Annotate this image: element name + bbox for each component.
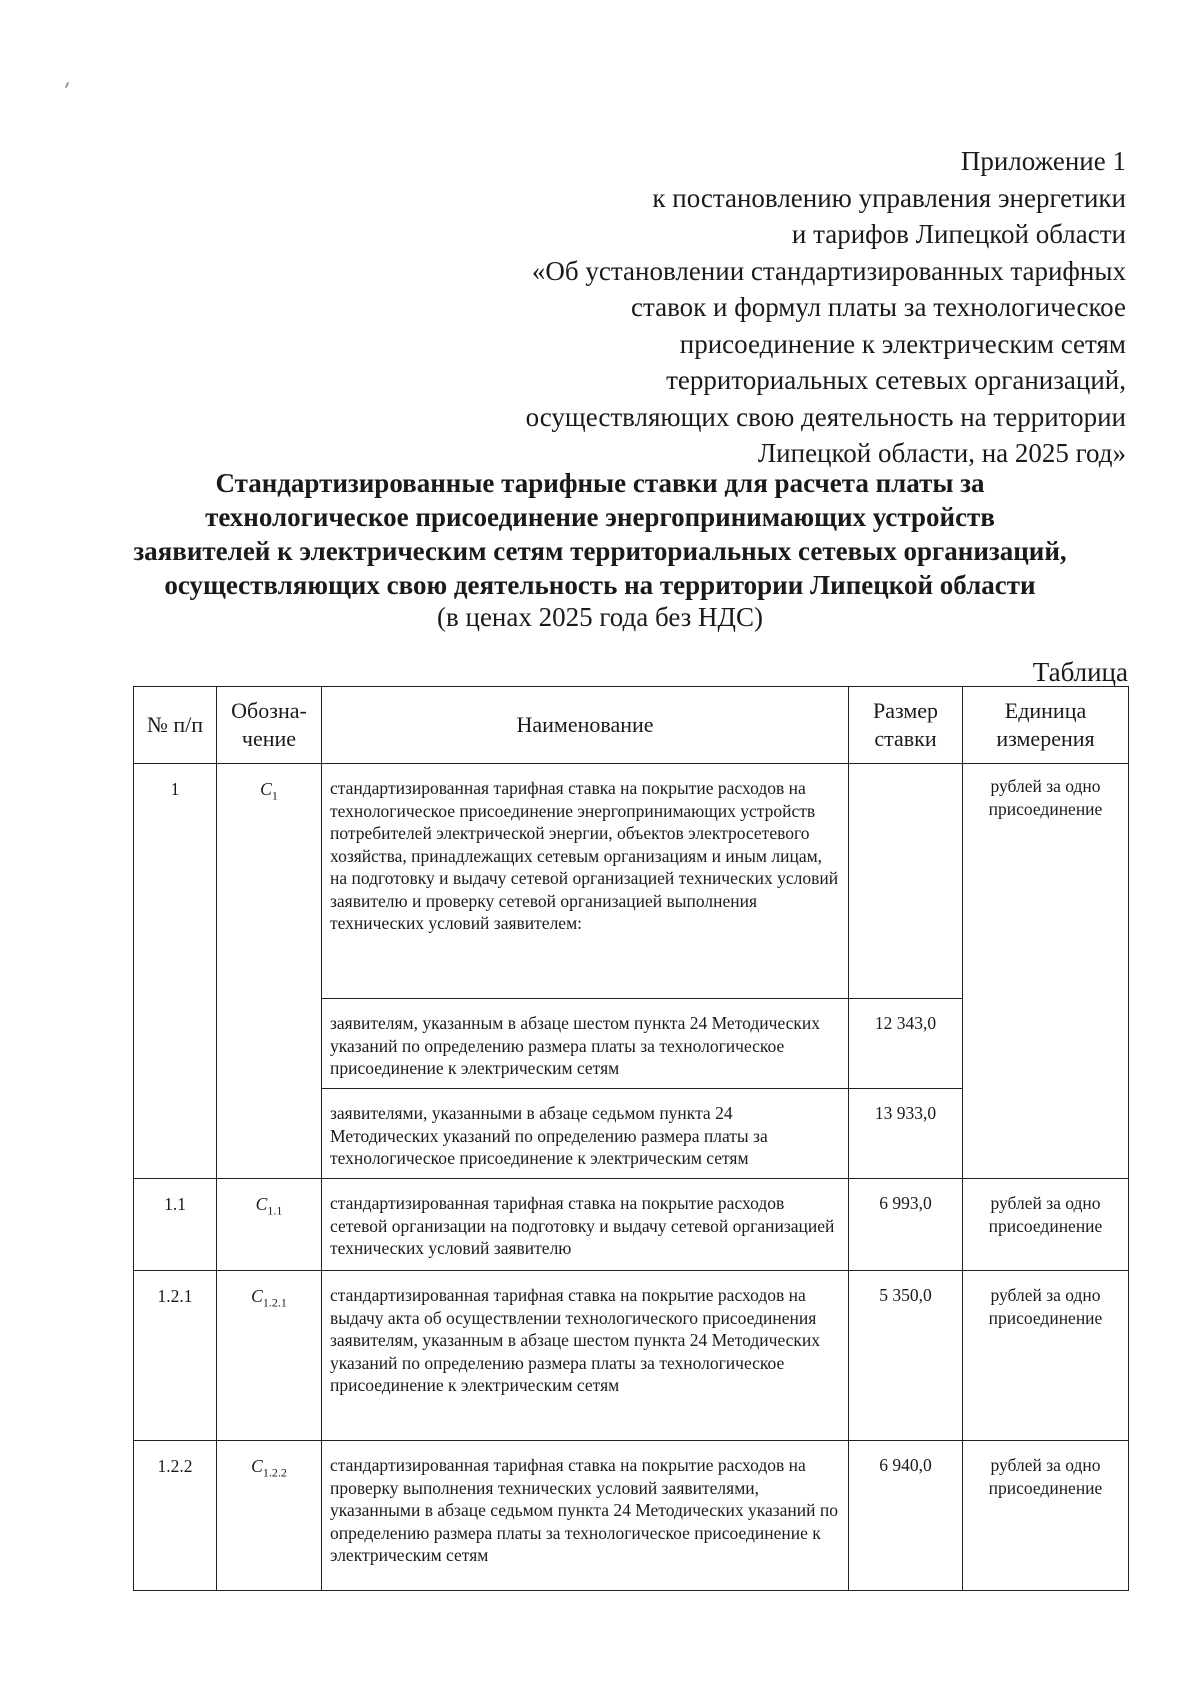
cell-unit: рублей за одно присоединение xyxy=(963,1271,1129,1441)
cell-symbol xyxy=(217,1441,322,1591)
scan-speck xyxy=(65,82,69,88)
annex-line: территориальных сетевых организаций, xyxy=(666,365,1126,395)
annex-line: «Об установлении стандартизированных тарифных xyxy=(531,255,1126,286)
symbol-base: C xyxy=(251,1456,263,1476)
cell-description: заявителям, указанным в абзаце шестом пункта 24 Методических указаний по определению размера платы за технологическое присоединение к электрическим сетям xyxy=(322,999,849,1089)
cell-description: стандартизированная тарифная ставка на покрытие расходов на проверку выполнения технических условий заявителями, указанными в абзаце седьмом пункта 24 Методических указаний по определению размера платы за технологическое присоединение к электрическим сетям xyxy=(322,1441,849,1591)
cell-value xyxy=(849,764,963,999)
header-rate: Размер ставки xyxy=(849,687,963,764)
cell-unit: рублей за одно присоединение xyxy=(963,1441,1129,1591)
document-title xyxy=(100,466,1100,602)
cell-description: стандартизированная тарифная ставка на покрытие расходов на технологическое присоединение энергопринимающих устройств потребителей электрической энергии, объектов электросетевого хозяйства, принадлежащих сетевым организациям и иным лицам, на подготовку и выдачу сетевой организацией технических условий заявителю и проверку сетевой организацией выполнения технических условий заявителем: xyxy=(322,764,849,999)
symbol-base: C xyxy=(260,779,272,799)
table-header-row xyxy=(134,687,1129,764)
cell-num: 1.1 xyxy=(134,1179,217,1271)
cell-num: 1 xyxy=(134,764,217,1179)
annex-line: к постановлению управления энергетики xyxy=(652,182,1126,213)
cell-symbol xyxy=(217,764,322,1179)
cell-value: 6 993,0 xyxy=(849,1179,963,1271)
title-line: технологическое присоединение энергопринимающих устройств xyxy=(205,502,995,532)
table-row xyxy=(134,1271,1129,1441)
cell-description: заявителями, указанными в абзаце седьмом пункта 24 Методических указаний по определению размера платы за технологическое присоединение к электрическим сетям xyxy=(322,1089,849,1179)
cell-value: 12 343,0 xyxy=(849,999,963,1089)
cell-symbol xyxy=(217,1179,322,1271)
annex-line: Липецкой области, на 2025 год» xyxy=(757,438,1126,468)
symbol-subscript: 1.2.1 xyxy=(262,1295,287,1310)
header-name: Наименование xyxy=(322,687,849,764)
table-caption: Таблица xyxy=(1032,657,1128,687)
cell-description: стандартизированная тарифная ставка на покрытие расходов сетевой организации на подготовку и выдачу сетевой организацией технических условий заявителю xyxy=(322,1179,849,1271)
annex-heading xyxy=(526,143,1126,472)
tariff-table xyxy=(133,686,1129,1591)
cell-value: 6 940,0 xyxy=(849,1441,963,1591)
symbol-subscript: 1.1 xyxy=(267,1203,283,1218)
header-unit: Единица измерения xyxy=(963,687,1129,764)
table-row xyxy=(134,1441,1129,1591)
header-num: № п/п xyxy=(134,687,217,764)
title-line: осуществляющих свою деятельность на территории Липецкой области xyxy=(164,570,1036,600)
title-line: заявителей к электрическим сетям территориальных сетевых организаций, xyxy=(133,536,1067,566)
document-subtitle: (в ценах 2025 года без НДС) xyxy=(437,602,763,632)
table-row xyxy=(134,1179,1129,1271)
annex-line: присоединение к электрическим сетям xyxy=(679,328,1126,359)
annex-line: осуществляющих свою деятельность на территории xyxy=(525,401,1126,432)
annex-line: Приложение 1 xyxy=(960,146,1126,176)
cell-unit: рублей за одно присоединение xyxy=(963,764,1129,1179)
symbol-base: C xyxy=(251,1286,263,1306)
symbol-subscript: 1 xyxy=(271,788,278,803)
cell-unit: рублей за одно присоединение xyxy=(963,1179,1129,1271)
cell-description: стандартизированная тарифная ставка на покрытие расходов на выдачу акта об осуществлении технологического присоединения заявителям, указанным в абзаце шестом пункта 24 Методических указаний по определению размера платы за технологическое присоединение к электрическим сетям xyxy=(322,1271,849,1441)
cell-num: 1.2.2 xyxy=(134,1441,217,1591)
cell-symbol xyxy=(217,1271,322,1441)
cell-value: 5 350,0 xyxy=(849,1271,963,1441)
annex-line: и тарифов Липецкой области xyxy=(791,219,1126,249)
cell-num: 1.2.1 xyxy=(134,1271,217,1441)
table-row xyxy=(134,764,1129,999)
cell-value: 13 933,0 xyxy=(849,1089,963,1179)
annex-line: ставок и формул платы за технологическое xyxy=(630,292,1126,322)
header-symbol: Обозна- чение xyxy=(217,687,322,764)
title-line: Стандартизированные тарифные ставки для расчета платы за xyxy=(215,468,985,498)
symbol-base: C xyxy=(255,1194,268,1214)
symbol-subscript: 1.2.2 xyxy=(262,1465,287,1480)
